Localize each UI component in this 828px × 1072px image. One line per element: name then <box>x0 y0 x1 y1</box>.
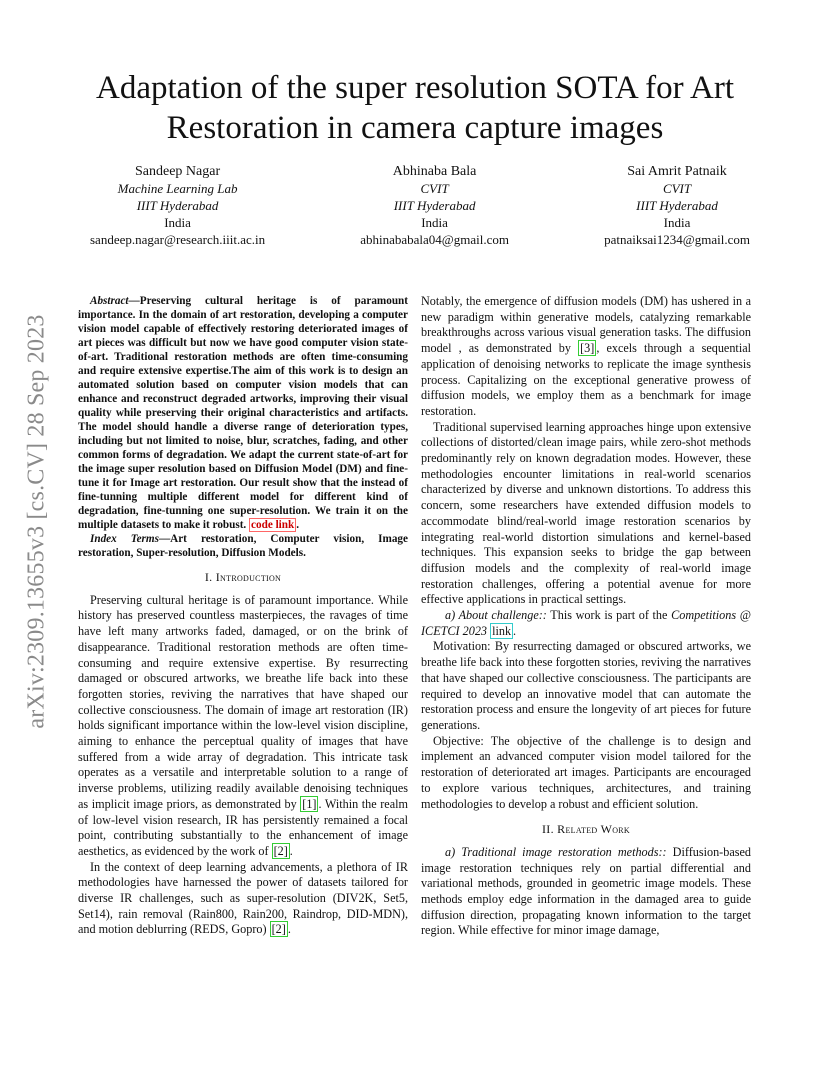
author-dept: CVIT <box>420 181 449 196</box>
author-email: abhinababala04@gmail.com <box>360 232 509 247</box>
section-heading-introduction: I. Introduction <box>204 570 282 584</box>
intro-paragraph-1 <box>78 593 408 860</box>
code-link[interactable]: code link <box>251 519 295 531</box>
citation-link[interactable]: [3] <box>580 341 595 356</box>
author-name: Sai Amrit Patnaik <box>627 164 727 179</box>
challenge-link[interactable]: link <box>492 623 512 638</box>
text-run: This work is part of the <box>546 608 672 623</box>
author-email: patnaiksai1234@gmail.com <box>604 232 750 247</box>
text-run: . <box>287 922 291 937</box>
text-run: , excels through a sequential application of denoising networks to replicate the image synthesis process. Capitalizing on the exceptional generative prowess of diffusion models, we employ them as a benchmark for image restoration. <box>421 341 752 418</box>
competition-name: Competitions @ ICETCI 2023 <box>421 608 751 638</box>
intro-paragraph-2 <box>78 860 408 939</box>
author-email: sandeep.nagar@research.iiit.ac.in <box>90 232 266 247</box>
paper-title: Adaptation of the super resolution SOTA for Art Restoration in camera capture images <box>95 70 734 146</box>
intro-paragraph-3 <box>421 294 751 420</box>
author-country: India <box>421 215 448 230</box>
citation-link[interactable]: [1] <box>302 796 317 811</box>
author-dept: CVIT <box>662 181 692 196</box>
intro-paragraph-4: Traditional supervised learning approaches hinge upon extensive collections of distorted/clean image pairs, while zero-shot methods predominantly rely on known degradation modes. However, these methodologies encounter limitations in real-world scenarios characterized by diverse and unknown distortions. To address this concern, some researchers have extended diffusion models to accommodate blind/real-world image restoration scenarios by integrating real-world distortion simulations and kernel-based techniques. This expansion seeks to bridge the gap between diffusion models and the complexity of real-world image restoration challenges, offering a potential avenue for more effective applications in practical settings. <box>421 419 751 607</box>
text-run: Diffusion-based image restoration techniques rely on partial differential and variational methods, grounded in geometric image models. These methods employ edge information in the damaged area to guide diffusion direction, propagating known information to the target region. While effective for minor image damage, <box>421 844 751 938</box>
author-country: India <box>164 215 191 230</box>
related-work-sublabel: a) Traditional image restoration methods:: <box>445 844 667 859</box>
related-work-paragraph <box>421 845 751 939</box>
text-run: Notably, the emergence of diffusion models (DM) has ushered in a new paradigm within generative models, catalyzing remarkable breakthroughs across various visual generation tasks. The diffusion model , as demonstrated by <box>421 294 751 356</box>
about-challenge-paragraph <box>421 608 751 639</box>
citation-link[interactable]: [2] <box>273 843 288 858</box>
author-1 <box>90 163 265 248</box>
author-name: Sandeep Nagar <box>134 164 221 179</box>
abstract-label: Abstract <box>90 295 129 307</box>
about-challenge-label: a) About challenge:: <box>445 608 547 623</box>
text-run: In the context of deep learning advancements, a plethora of IR methodologies have harnessed the power of datasets tailored for diverse IR challenges, such as super-resolution (DIV2K, Set5, Set14), rain removal (Rain800, Rain200, Raindrop, DID-MDN), and motion deblurring (REDS, Gopro) <box>78 859 408 937</box>
text-run: . <box>289 843 293 858</box>
abstract-end: . <box>296 519 300 531</box>
index-terms-text: —Art restoration, Computer vision, Image restoration, Super-resolution, Diffusion Models. <box>78 533 408 559</box>
author-name: Abhinaba Bala <box>392 164 477 179</box>
citation-link[interactable]: [2] <box>271 922 286 937</box>
arxiv-identifier <box>20 286 54 756</box>
author-inst: IIIT Hyderabad <box>636 198 718 213</box>
objective-paragraph: Objective: The objective of the challenge is to design and implement an advanced computer vision model tailored for the restoration of deteriorated art images. Participants are encouraged to explore various techniques, architectures, and training methodologies to develop a robust and efficient solution. <box>421 733 751 811</box>
author-inst: IIIT Hyderabad <box>136 198 219 213</box>
author-2 <box>360 163 509 248</box>
text-run: . Within the realm of low-level vision research, IR has persistently remained a focal point, contributing substantially to the enhancement of image aesthetics, as evidenced by the work of <box>78 796 408 858</box>
left-column <box>78 294 408 938</box>
abstract <box>78 294 408 532</box>
author-inst: IIIT Hyderabad <box>393 198 476 213</box>
section-heading-related-work: II. Related Work <box>541 822 630 837</box>
right-column <box>421 294 751 939</box>
index-terms-label: Index Terms <box>90 533 159 545</box>
index-terms <box>78 532 408 560</box>
text-run: Preserving cultural heritage is of paramount importance. While history has preserved countless masterpieces, the ravages of time have left many artworks faded, damaged, or on the brink of disappearance. Traditional restoration methods are often time-consuming and require extensive expertise. By resurrecting damaged or obscured artworks, we breathe life back into these forgotten stories, reviving the narratives that have shaped our collective consciousness. The domain of image art restoration (IR) holds significant importance within the low-level vision discipline, aiming to enhance the perceptual quality of images that have suffered from a wide array of degradation. This intricate task operates as a versatile and interpretable solution to a range of inverse problems, utilizing readily available denoising techniques as implicit image priors, as demonstrated by <box>78 592 408 811</box>
author-dept: Machine Learning Lab <box>117 181 238 196</box>
author-3 <box>604 163 750 248</box>
motivation-paragraph: Motivation: By resurrecting damaged or obscured artworks, we breathe life back into these forgotten stories, reviving the narratives that have shaped our collective consciousness. The participants are required to develop an innovative model that can automate the restoration process and ensure the longevity of art pieces for future generations. <box>421 639 751 732</box>
abstract-text: —Preserving cultural heritage is of paramount importance. In the domain of art restoration, developing a computer vision model capable of effectively restoring deteriorated images of art pieces was difficult but now we have good computer vision state-of-art. Traditional restoration methods are often time-consuming and require extensive expertise.The aim of this work is to design an automated solution based on computer vision models that can enhance and reconstruct degraded artworks, improving their visual quality while preserving their original characteristics and artifacts. The model should handle a diverse range of deterioration types, including but not limited to noise, blur, scratches, fading, and other common forms of degradation. We adapt the current state-of-art for the image super resolution based on Diffusion Model (DM) and fine-tune it for Image art restoration. Our result show that the instead of fine-tunning multiple different model for different kind of degradation, fine-tunning one super-resolution. We train it on the multiple datasets to make it robust. <box>78 295 408 531</box>
author-block <box>90 163 750 248</box>
arxiv-identifier-text: arXiv:2309.13655v3 [cs.CV] 28 Sep 2023 <box>23 313 50 729</box>
author-country: India <box>663 215 691 230</box>
text-run: . <box>513 623 517 638</box>
